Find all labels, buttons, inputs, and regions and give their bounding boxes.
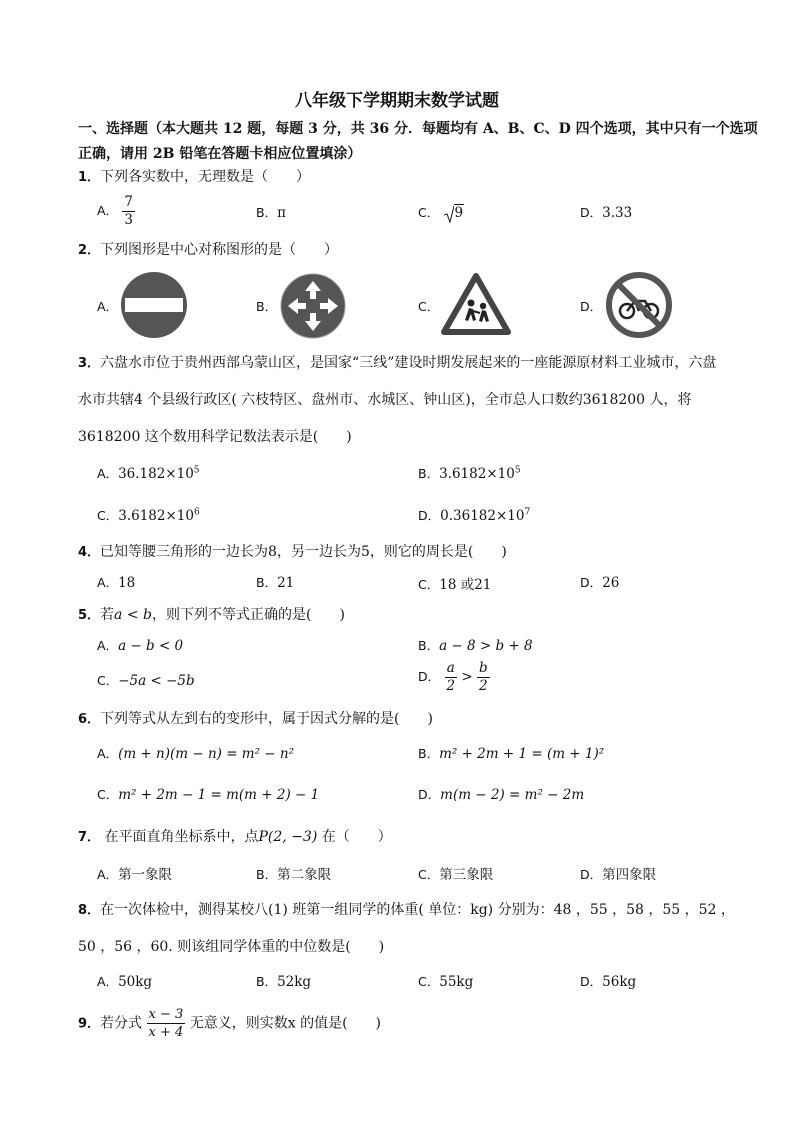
q4-option-a: A．18 (97, 575, 136, 591)
question-7: 7． 在平面直角坐标系中，点P(2, −3) 在（ ） (78, 829, 392, 845)
question-3-line-3: 3618200 这个数用科学记数法表示是( ) (78, 429, 352, 445)
condition-expression: a < b (114, 607, 152, 623)
question-text-line-1: 六盘水市位于贵州西部乌蒙山区，是国家“三线”建设时期发展起来的一座能源原材料工业城市，六盘 (100, 355, 717, 371)
q7-option-a: A．第一象限 (97, 867, 173, 883)
question-6 (78, 708, 433, 728)
question-number: 6． (78, 712, 101, 727)
q7-option-c: C．第三象限 (418, 867, 494, 883)
question-9: 9．若分式 $\frac{x - 3}{x + 4}$ 无意义，则实数x 的值是( ) (78, 1007, 381, 1040)
children-crossing-warning-icon (441, 273, 511, 335)
q6-option-d: D．m(m − 2) = m² − 2m (418, 787, 585, 803)
q8-option-d: D．56kg (580, 974, 637, 990)
question-text: 下列等式从左到右的变形中，属于因式分解的是( ) (100, 711, 433, 727)
fraction: $\frac{x - 3}{x + 4}$ (148, 1007, 184, 1040)
q1-option-d (580, 203, 632, 221)
q1-option-c (418, 203, 464, 223)
option-letter: C． (97, 508, 119, 523)
q5-option-b: B．a − 8 > b + 8 (418, 638, 533, 654)
question-number: 1． (78, 170, 101, 185)
q8-option-b: B．52kg (256, 974, 312, 990)
q8-option-a: A．50kg (97, 974, 153, 990)
question-number: 9． (78, 1016, 101, 1032)
question-3-line-2: 水市共辖4 个县级行政区( 六枝特区、盘州市、水城区、钟山区)，全市总人口数约3618200 人，将 (78, 392, 692, 408)
page-title: 八年级下学期期末数学试题 (295, 91, 499, 111)
question-text: 下列各实数中，无理数是（ ） (100, 169, 311, 185)
fraction: $\frac{7}{3}$ (124, 194, 133, 228)
question-text-line-1: 在一次体检中，测得某校八(1) 班第一组同学的体重( 单位：kg) 分别为：48 ，55 ，58 ，55 ，52 ， (100, 902, 735, 918)
q6-option-c: C．m² + 2m − 1 = m(m + 2) − 1 (97, 787, 320, 803)
roundabout-sign-icon (280, 273, 346, 339)
q7-option-b: B．第二象限 (256, 867, 332, 883)
q4-option-b: B．21 (256, 575, 295, 591)
question-number: 4． (78, 545, 101, 560)
option-value: 3.33̇ (602, 205, 633, 221)
option-letter: A． (97, 466, 119, 481)
option-letter: D． (418, 508, 441, 523)
q5-option-d: D． $\frac{a}{2}$ > $\frac{b}{2}$ (418, 660, 488, 694)
sqrt-expression: 9 (444, 205, 465, 223)
option-letter: C． (418, 205, 440, 220)
option-letter: D． (580, 205, 603, 220)
q1-option-a (97, 194, 135, 229)
question-1 (78, 166, 310, 186)
q3-option-b: B．$3.6182\times 10^5$ (418, 465, 521, 482)
q1-option-b (256, 203, 286, 221)
option-letter: A． (97, 203, 119, 218)
question-number: 7． (78, 830, 101, 845)
q8-option-c: C．55kg (418, 974, 474, 990)
question-number: 3． (78, 356, 101, 371)
question-8-line-2: 50 ，56 ，60. 则该组同学体重的中位数是( ) (78, 939, 385, 955)
fraction: $\frac{b}{2}$ (478, 660, 488, 694)
question-text: 下列图形是中心对称图形的是（ ） (100, 242, 339, 258)
question-2 (78, 239, 338, 259)
option-letter: B． (256, 205, 278, 220)
q3-option-c: C．$3.6182\times 10^6$ (97, 507, 200, 524)
question-3 (78, 352, 716, 372)
q4-option-d: D．26 (580, 575, 620, 591)
q2-option-d-letter: D． (580, 299, 603, 314)
question-text: 已知等腰三角形的一边长为8，另一边长为5，则它的周长是( ) (100, 544, 507, 560)
q5-option-c: C．−5a < −5b (97, 673, 195, 689)
q3-option-a: A．$36.182\times 10^5$ (97, 465, 200, 482)
question-4 (78, 541, 507, 561)
q6-option-b: B．m² + 2m + 1 = (m + 1)² (418, 746, 605, 762)
question-number: 5． (78, 608, 101, 623)
no-entry-sign-icon (119, 271, 189, 339)
q5-option-a: A．a − b < 0 (97, 638, 184, 654)
q4-option-c: C．18 或21 (418, 577, 492, 593)
question-5: 5．若a < b，则下列不等式正确的是( ) (78, 607, 345, 623)
section-heading: 一、选择题（本大题共 12 题，每题 3 分，共 36 分．每题均有 A、B、C、D 四个选项，其中只有一个选项正确，请用 2B 铅笔在答题卡相应位置填涂） (78, 121, 758, 162)
q2-option-c-letter: C． (418, 299, 440, 314)
q2-option-b-letter: B． (256, 299, 278, 314)
question-number: 2． (78, 243, 101, 258)
fraction: $\frac{a}{2}$ (446, 660, 456, 694)
no-bicycles-sign-icon (605, 271, 673, 339)
q3-option-d: D．$0.36182\times 10^7$ (418, 507, 531, 524)
q2-option-a-letter: A． (97, 299, 119, 314)
q6-option-a: A．(m + n)(m − n) = m² − n² (97, 746, 295, 762)
radical-sign-icon (444, 205, 454, 223)
option-value: π (277, 205, 286, 221)
question-8 (78, 899, 735, 919)
point-expression: P(2, −3) (258, 829, 318, 845)
question-number: 8． (78, 903, 101, 918)
option-letter: B． (418, 466, 440, 481)
q7-option-d: D．第四象限 (580, 867, 657, 883)
